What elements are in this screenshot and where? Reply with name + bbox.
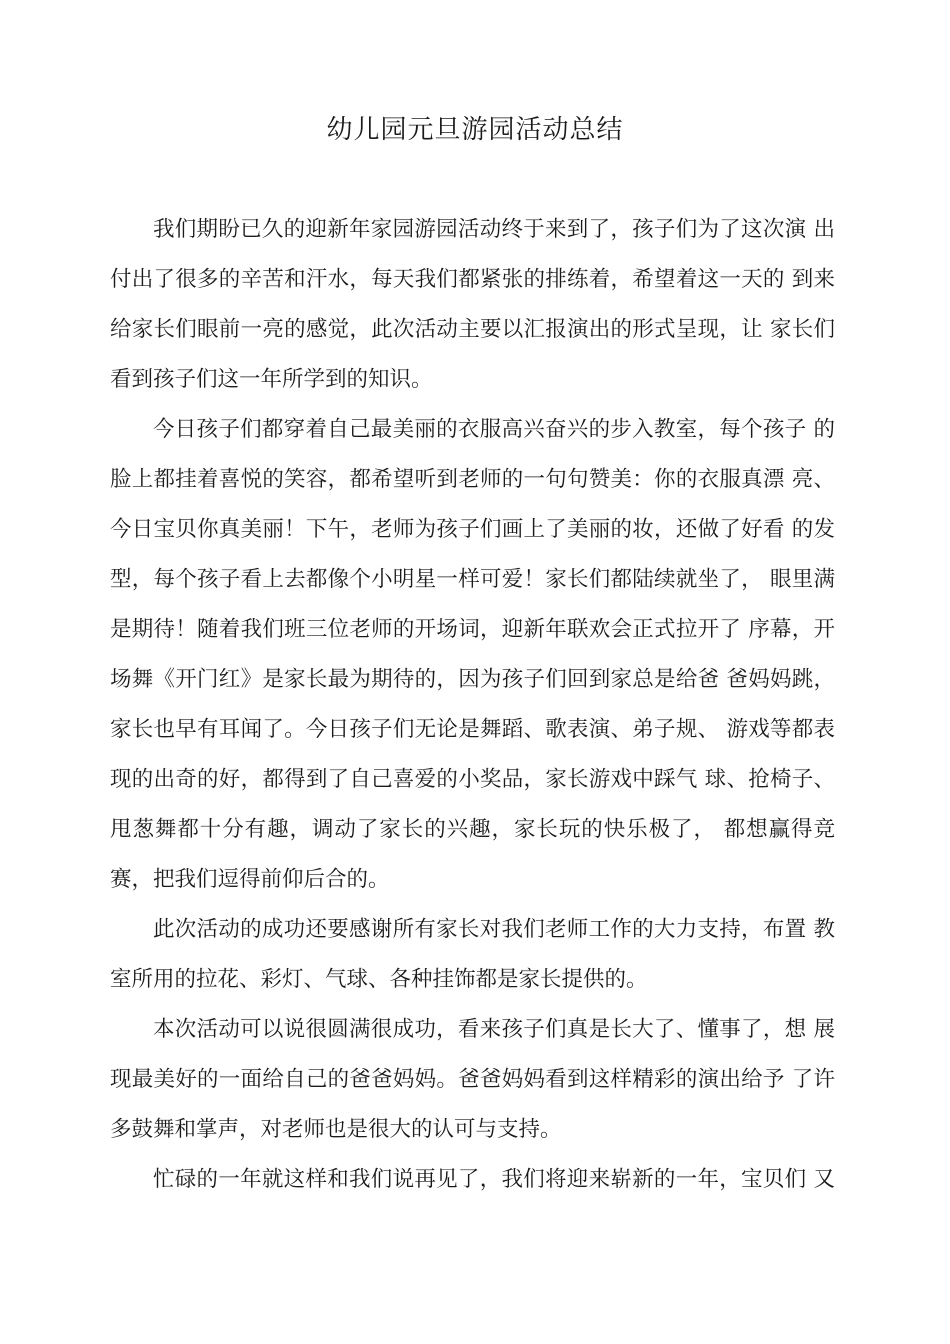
document-body <box>110 205 835 1205</box>
text-line: 现最美好的一面给自己的爸爸妈妈。爸爸妈妈看到这样精彩的演出给予 了许 <box>110 1067 835 1092</box>
paragraph-2 <box>110 405 835 905</box>
text-line: 场舞《开门红》是家长最为期待的，因为孩子们回到家总是给爸 爸妈妈跳， <box>110 667 835 692</box>
paragraph-3 <box>110 905 835 1005</box>
text-line: 看到孩子们这一年所学到的知识。 <box>110 367 433 392</box>
text-line: 是期待！随着我们班三位老师的开场词，迎新年联欢会正式拉开了 序幕，开 <box>110 617 835 642</box>
text-line: 多鼓舞和掌声，对老师也是很大的认可与支持。 <box>110 1117 562 1142</box>
text-line: 现的出奇的好，都得到了自己喜爱的小奖品，家长游戏中踩气 球、抢椅子、 <box>110 767 835 792</box>
paragraph-1 <box>110 205 835 405</box>
text-line: 付出了很多的辛苦和汗水，每天我们都紧张的排练着，希望着这一天的 到来 <box>110 267 835 292</box>
text-line: 本次活动可以说很圆满很成功，看来孩子们真是长大了、懂事了，想 展 <box>153 1017 835 1042</box>
text-line: 给家长们眼前一亮的感觉，此次活动主要以汇报演出的形式呈现，让 家长们 <box>110 317 835 342</box>
text-line: 此次活动的成功还要感谢所有家长对我们老师工作的大力支持，布置 教 <box>153 917 835 942</box>
text-line: 忙碌的一年就这样和我们说再见了，我们将迎来崭新的一年，宝贝们 又 <box>153 1167 835 1192</box>
text-line: 今日宝贝你真美丽！下午，老师为孩子们画上了美丽的妆，还做了好看 的发 <box>110 517 835 542</box>
text-line: 脸上都挂着喜悦的笑容，都希望听到老师的一句句赞美：你的衣服真漂 亮、 <box>110 467 835 492</box>
text-line: 家长也早有耳闻了。今日孩子们无论是舞蹈、歌表演、弟子规、 游戏等都表 <box>110 717 835 742</box>
text-line: 型，每个孩子看上去都像个小明星一样可爱！家长们都陆续就坐了， 眼里满 <box>110 567 835 592</box>
text-line: 今日孩子们都穿着自己最美丽的衣服高兴奋兴的步入教室，每个孩子 的 <box>153 417 835 442</box>
paragraph-5 <box>110 1155 835 1205</box>
text-line: 甩葱舞都十分有趣，调动了家长的兴趣，家长玩的快乐极了， 都想赢得竞 <box>110 817 835 842</box>
text-line: 我们期盼已久的迎新年家园游园活动终于来到了，孩子们为了这次演 出 <box>153 217 835 242</box>
text-line: 室所用的拉花、彩灯、气球、各种挂饰都是家长提供的。 <box>110 967 648 992</box>
paragraph-4 <box>110 1005 835 1155</box>
document-title: 幼儿园元旦游园活动总结 <box>326 115 624 145</box>
text-line: 赛，把我们逗得前仰后合的。 <box>110 867 390 892</box>
